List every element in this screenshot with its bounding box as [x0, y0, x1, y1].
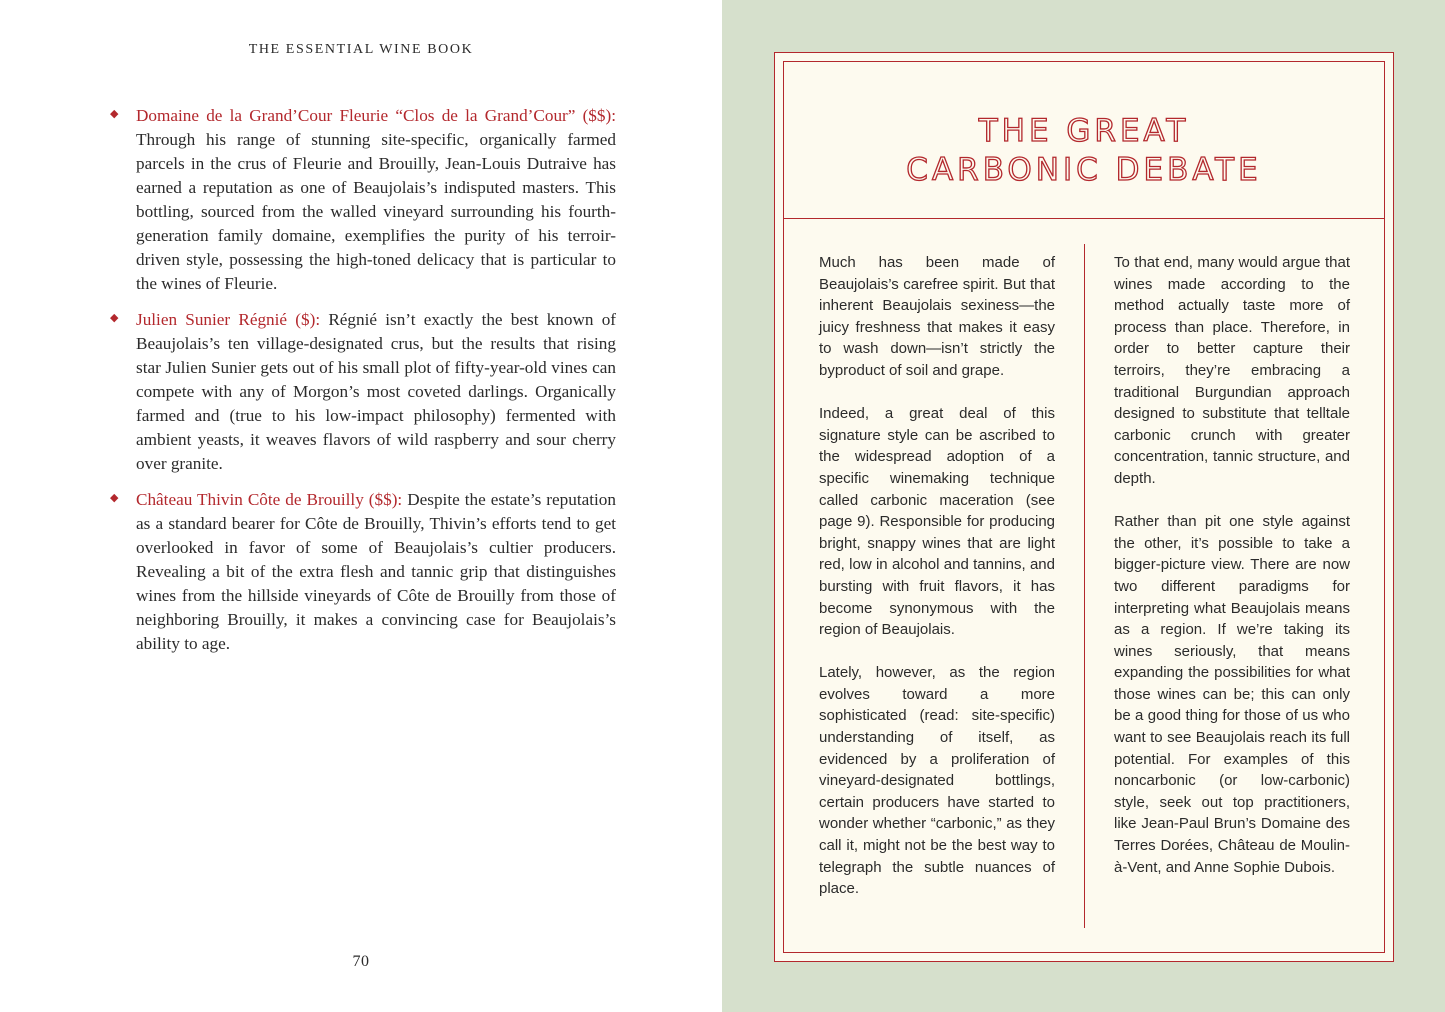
title-divider [784, 218, 1384, 219]
wine-entry [110, 308, 616, 476]
running-head: THE ESSENTIAL WINE BOOK [248, 42, 474, 57]
right-page [722, 0, 1445, 1012]
sidebar-paragraph: Rather than pit one style against the other, it’s possible to take a bigger-picture view. There are now two different paradigms for interpreting what Beaujolais means as a region. If we’re taking its wines seriously, that means expanding the possibilities for what those wines can be; this can only be a good thing for those of us who want to see Beaujolais reach its full potential. For examples of this noncarbonic (or low-carbonic) style, seek out top practitioners, like Jean-Paul Brun’s Domaine des Terres Dorées, Château de Moulin-à-Vent, and Anne Sophie Dubois. [1114, 513, 1350, 876]
sidebar-title-line: CARBONIC DEBATE [906, 152, 1262, 188]
diamond-bullet-icon: ◆ [110, 492, 119, 504]
entry-text: Through his range of stunning site-specific, organically farmed parcels in the crus of Fleurie and Brouilly, Jean-Louis Dutraive has earned a reputation as one of Beaujolais’s indisputed masters. This bottling, sourced from the walled vineyard surrounding his fourth-generation family domaine, exemplifies the purity of his terroir-driven style, possessing the high-toned delicacy that is particular to the wines of Fleurie. [136, 130, 616, 293]
wine-entry [110, 104, 616, 296]
sidebar-title-line: THE GREAT [978, 113, 1190, 149]
entry-title: Domaine de la Grand’Cour Fleurie “Clos de la Grand’Cour” ($$): [136, 106, 616, 125]
diamond-bullet-icon: ◆ [110, 312, 119, 324]
entry-paragraph [136, 104, 616, 296]
sidebar-paragraph: To that end, many would argue that wines made according to the method actually taste more of process than place. Therefore, in order to better capture their terroirs, they’re embracing a traditional Burgundian approach designed to substitute that telltale carbonic crunch with greater concentration, tannic structure, and depth. [1114, 254, 1350, 487]
sidebar-inner-frame [783, 61, 1385, 953]
entry-text: Despite the estate’s reputation as a standard bearer for Côte de Brouilly, Thivin’s efforts tend to get overlooked in favor of some of Beaujolais’s cultier producers. Revealing a bit of the extra flesh and tannic grip that distinguishes wines from the hillside vineyards of Côte de Brouilly from those of neighboring Brouilly, it makes a convincing case for Beaujolais’s ability to age. [136, 490, 616, 653]
entry-text: Régnié isn’t exactly the best known of Beaujolais’s ten village-designated crus, but the results that rising star Julien Sunier gets out of his small plot of fifty-year-old vines can compete with any of Morgon’s most coveted darlings. Organically farmed and (true to his low-impact philosophy) fermented with ambient yeasts, it weaves flavors of wild raspberry and sour cherry over granite. [136, 310, 617, 473]
sidebar-paragraph: Lately, however, as the region evolves toward a more sophisticated (read: site-specific) understanding of itself, as evidenced by a proliferation of vineyard-designated bottlings, certain producers have started to wonder whether “carbonic,” as they call it, might not be the best way to telegraph the subtle nuances of place. [819, 664, 1055, 898]
entry-title: Château Thivin Côte de Brouilly ($$): [136, 490, 403, 509]
sidebar-paragraph: Indeed, a great deal of this signature style can be ascribed to the widespread adoption of a specific winemaking technique called carbonic maceration (see page 9). Responsible for producing bright, snappy wines that are light red, low in alcohol and tannins, and bursting with fruit flavors, it has become synonymous with the region of Beaujolais. [819, 405, 1055, 639]
wine-entries [110, 104, 616, 668]
sidebar-right-column [1114, 252, 1350, 900]
sidebar-paragraph: Much has been made of Beaujolais’s carefree spirit. But that inherent Beaujolais sexiness—the juicy freshness that makes it easy to wash down—isn’t strictly the byproduct of soil and grape. [819, 254, 1055, 379]
wine-entry [110, 488, 616, 656]
sidebar-box [774, 52, 1394, 962]
column-divider [1084, 244, 1085, 928]
left-page [0, 0, 722, 1012]
entry-paragraph [136, 308, 616, 476]
entry-title: Julien Sunier Régnié ($): [136, 310, 321, 329]
page-number: 70 [352, 953, 370, 970]
entry-paragraph [136, 488, 616, 656]
sidebar-left-column [819, 252, 1055, 921]
sidebar-title [784, 112, 1384, 190]
diamond-bullet-icon: ◆ [110, 108, 119, 120]
